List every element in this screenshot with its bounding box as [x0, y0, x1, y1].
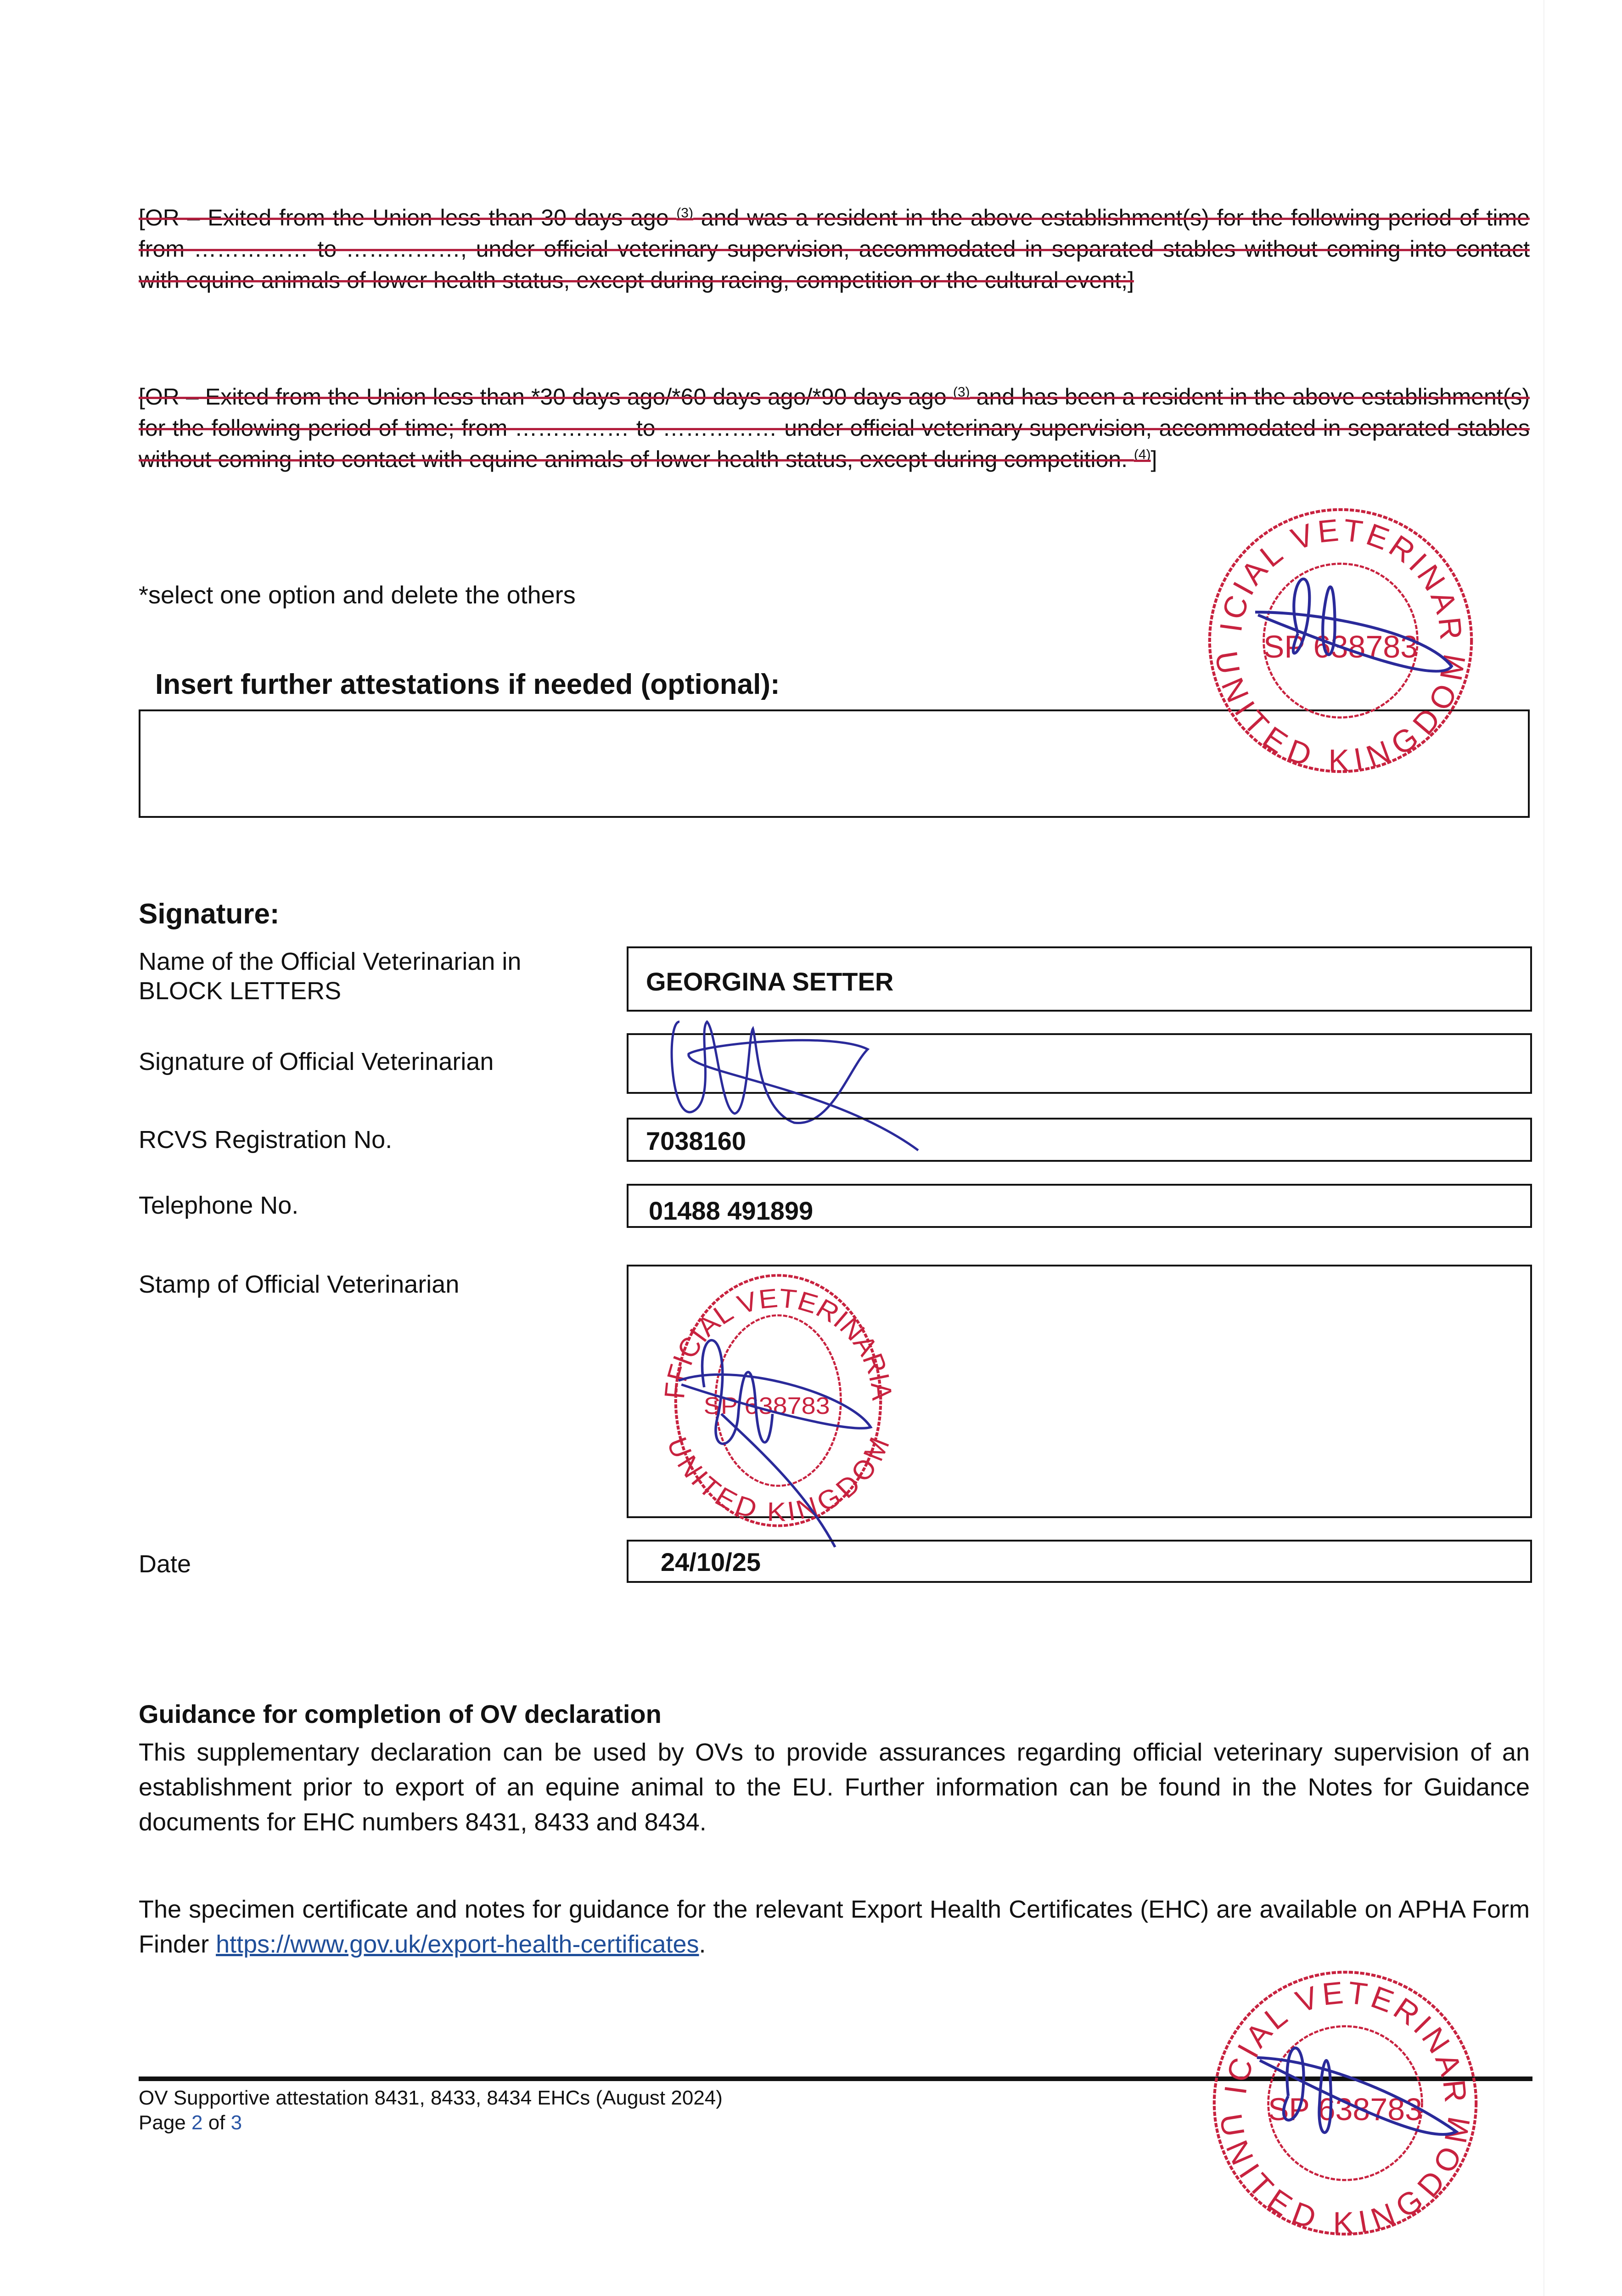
official-veterinarian-stamp-3	[1189, 1933, 1487, 2245]
svg-text:UNITED KINGDOM: UNITED KINGDOM	[661, 1433, 896, 1527]
svg-text:OFFICIAL VETERINARIAN: OFFICIAL VETERINARIAN	[624, 1243, 898, 1401]
svg-text:UNITED KINGDOM: UNITED KINGDOM	[1208, 648, 1473, 778]
scan-page-edge	[1543, 0, 1544, 2296]
footnote-ref: (4)	[1134, 447, 1151, 462]
export-health-certificates-link[interactable]: https://www.gov.uk/export-health-certificates	[216, 1930, 699, 1958]
svg-text:OFFICIAL VETERINARIAN: OFFICIAL VETERINARIAN	[1184, 470, 1469, 644]
date-field[interactable]	[627, 1540, 1532, 1583]
guidance-paragraph-2: The specimen certificate and notes for guidance for the relevant Export Health Certificates (EHC) are available on APHA Form Finder https://www.gov.uk/export-health-certificates.	[139, 1896, 1530, 1958]
svg-text:UNITED KINGDOM: UNITED KINGDOM	[1213, 2111, 1478, 2241]
official-veterinarian-stamp-2	[624, 1243, 920, 1534]
rcvs-value: 7038160	[646, 1126, 746, 1155]
signature-section-title: Signature:	[139, 898, 280, 930]
ov-name-field[interactable]	[627, 946, 1532, 1012]
footer-doc-title: OV Supportive attestation 8431, 8433, 8434 EHCs (August 2024)	[139, 2087, 723, 2109]
ov-signature-label: Signature of Official Veterinarian	[139, 1048, 494, 1075]
svg-text:SP 638783: SP 638783	[1268, 2092, 1423, 2127]
attestation-option-2: [OR – Exited from the Union less than *30 days ago/*60 days ago/*90 days ago $^{(3)}$ and has been a resident in the above establishment(s) for the following period of time; from …………… to …………… under official veterinary supervision, accommodated in separated stables without coming into contact with equine animals of lower health status, except during competition. $^{(4)}$]	[139, 384, 1530, 472]
footer-page-number: Page 2 of 3	[139, 2111, 242, 2134]
telephone-field[interactable]	[627, 1184, 1532, 1228]
attestation-option-1-text: [OR – Exited from the Union less than 30 days ago $^{(3)}$ and was a resident in the above establishment(s) for the following period of time from …………… to ……………, under official veterinary supervision, accommodated in separated stables without coming into contact with equine animals of lower health status, except during racing, competition or the cultural event;]	[139, 205, 1530, 293]
telephone-value: 01488 491899	[649, 1196, 814, 1225]
stamp-label: Stamp of Official Veterinarian	[139, 1271, 460, 1298]
footnote-ref: (3)	[953, 384, 970, 400]
rcvs-field[interactable]	[627, 1118, 1532, 1162]
guidance-paragraph-1: This supplementary declaration can be used by OVs to provide assurances regarding official veterinary supervision of an establishment prior to export of an equine animal to the EU. Further information can be found in the Notes for Guidance documents for EHC numbers 8431, 8433 and 8434.	[139, 1739, 1530, 1836]
stamp-seal-icon	[624, 1243, 920, 1534]
handwritten-signature	[647, 1017, 932, 1127]
telephone-label: Telephone No.	[139, 1192, 299, 1219]
svg-text:OFFICIAL VETERINARIAN: OFFICIAL VETERINARIAN	[1189, 1933, 1474, 2107]
stamp-seal-icon	[1189, 1933, 1487, 2245]
attestation-option-2-text: [OR – Exited from the Union less than *30 days ago/*60 days ago/*90 days ago $^{(3)}$ and has been a resident in the above establishment(s) for the following period of time; from …………… to …………… under official veterinary supervision, accommodated in separated stables without coming into contact with equine animals of lower health status, except during competition. $^{(4)}$	[139, 384, 1530, 472]
ov-name-label: Name of the Official Veterinarian in BLOCK LETTERS	[139, 948, 522, 1005]
date-value: 24/10/25	[661, 1548, 761, 1576]
attestation-option-1	[139, 202, 1530, 296]
rcvs-label: RCVS Registration No.	[139, 1126, 393, 1154]
guidance-title: Guidance for completion of OV declaration	[139, 1699, 662, 1728]
svg-text:SP 638783: SP 638783	[1263, 630, 1418, 665]
footnote-ref: (3)	[676, 205, 693, 221]
stamp-seal-icon	[1184, 470, 1483, 783]
further-attestations-title: Insert further attestations if needed (optional):	[155, 669, 780, 700]
ov-name-value: GEORGINA SETTER	[646, 967, 894, 996]
svg-text:SP 638783: SP 638783	[703, 1392, 830, 1419]
official-veterinarian-stamp-1	[1184, 470, 1483, 783]
date-label: Date	[139, 1550, 191, 1578]
signature-scrawl-icon	[647, 1017, 932, 1127]
select-option-note: *select one option and delete the others	[139, 581, 576, 609]
